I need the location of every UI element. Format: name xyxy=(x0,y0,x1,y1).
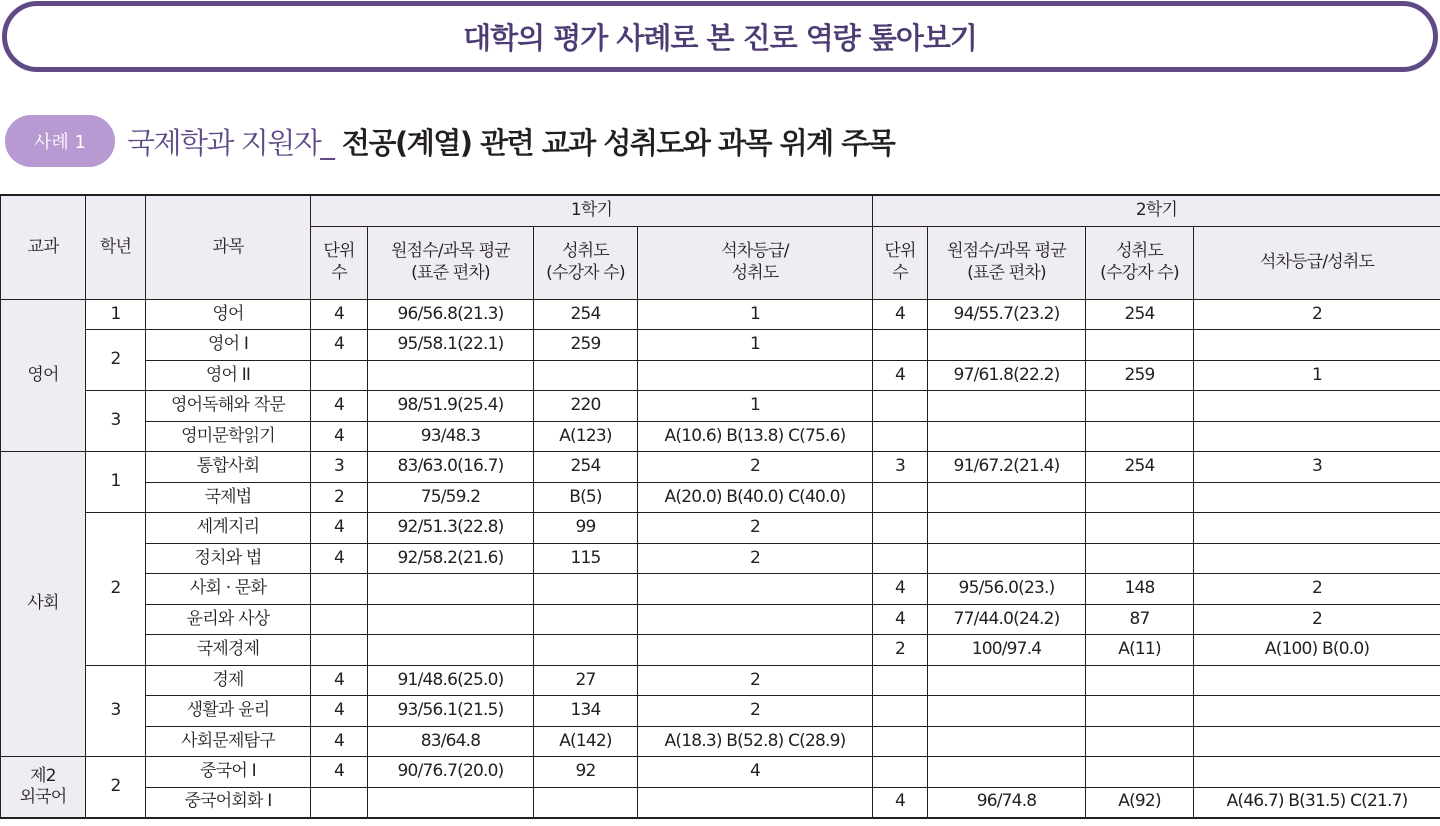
s1-raw-score-cell: 91/48.6(25.0) xyxy=(368,665,534,696)
s2-units-cell xyxy=(873,513,928,544)
s1-achievement-cell: A(142) xyxy=(534,726,638,757)
header-s1-raw-score: 원점수/과목 평균 (표준 편차) xyxy=(368,226,534,299)
s2-raw-score-cell xyxy=(928,696,1086,727)
s1-units-cell: 4 xyxy=(311,696,368,727)
s1-raw-score-cell: 96/56.8(21.3) xyxy=(368,299,534,330)
s2-raw-score-cell: 97/61.8(22.2) xyxy=(928,360,1086,391)
header-semester-2: 2학기 xyxy=(873,195,1440,226)
s1-achievement-cell xyxy=(534,787,638,818)
s1-units-cell: 4 xyxy=(311,757,368,788)
case-title xyxy=(127,121,894,162)
s1-units-cell xyxy=(311,574,368,605)
s1-rank-cell: 4 xyxy=(638,757,873,788)
s2-rank-cell xyxy=(1194,391,1440,422)
s2-rank-cell xyxy=(1194,696,1440,727)
s2-rank-cell: A(100) B(0.0) xyxy=(1194,635,1440,666)
case-title-prefix: 국제학과 지원자_ xyxy=(127,125,334,160)
s1-units-cell: 3 xyxy=(311,452,368,483)
s2-rank-cell xyxy=(1194,543,1440,574)
s1-rank-cell: A(18.3) B(52.8) C(28.9) xyxy=(638,726,873,757)
s2-units-cell xyxy=(873,696,928,727)
case-title-main: 전공(계열) 관련 교과 성취도와 과목 위계 주목 xyxy=(333,125,895,160)
s2-raw-score-cell xyxy=(928,543,1086,574)
header-s2-achievement: 성취도 (수강자 수) xyxy=(1086,226,1194,299)
s1-rank-cell: 1 xyxy=(638,299,873,330)
s1-units-cell: 2 xyxy=(311,482,368,513)
header-course: 과목 xyxy=(146,195,311,299)
grade-year-cell: 3 xyxy=(86,391,146,452)
s2-units-cell xyxy=(873,726,928,757)
table-row xyxy=(1,757,1440,788)
s2-units-cell: 2 xyxy=(873,635,928,666)
s2-units-cell xyxy=(873,482,928,513)
s1-achievement-cell: 220 xyxy=(534,391,638,422)
header-s1-achievement: 성취도 (수강자 수) xyxy=(534,226,638,299)
s1-achievement-cell xyxy=(534,360,638,391)
table-row xyxy=(1,330,1440,361)
s1-raw-score-cell xyxy=(368,787,534,818)
s2-raw-score-cell: 96/74.8 xyxy=(928,787,1086,818)
s1-rank-cell: 2 xyxy=(638,696,873,727)
s1-achievement-cell xyxy=(534,574,638,605)
s2-rank-cell xyxy=(1194,513,1440,544)
table-row xyxy=(1,391,1440,422)
course-cell: 국제경제 xyxy=(146,635,311,666)
s2-units-cell: 4 xyxy=(873,299,928,330)
header-s1-units: 단위 수 xyxy=(311,226,368,299)
s2-raw-score-cell xyxy=(928,513,1086,544)
grade-year-cell: 1 xyxy=(86,452,146,513)
course-cell: 영어 I xyxy=(146,330,311,361)
banner-title: 대학의 평가 사례로 본 진로 역량 톺아보기 xyxy=(463,21,977,55)
s2-achievement-cell: 259 xyxy=(1086,360,1194,391)
s1-raw-score-cell: 93/48.3 xyxy=(368,421,534,452)
course-cell: 윤리와 사상 xyxy=(146,604,311,635)
s2-achievement-cell: A(92) xyxy=(1086,787,1194,818)
case-badge: 사례 1 xyxy=(5,115,115,167)
s1-achievement-cell: 254 xyxy=(534,452,638,483)
s1-units-cell xyxy=(311,604,368,635)
s1-units-cell: 4 xyxy=(311,726,368,757)
course-cell: 영어독해와 작문 xyxy=(146,391,311,422)
s2-rank-cell: A(46.7) B(31.5) C(21.7) xyxy=(1194,787,1440,818)
s2-achievement-cell: 148 xyxy=(1086,574,1194,605)
grade-year-cell: 2 xyxy=(86,757,146,818)
s1-raw-score-cell: 92/58.2(21.6) xyxy=(368,543,534,574)
course-cell: 사회문제탐구 xyxy=(146,726,311,757)
s1-rank-cell: 1 xyxy=(638,391,873,422)
s1-achievement-cell: 27 xyxy=(534,665,638,696)
s2-units-cell xyxy=(873,543,928,574)
table-row xyxy=(1,635,1440,666)
s1-achievement-cell: 254 xyxy=(534,299,638,330)
s1-achievement-cell: 99 xyxy=(534,513,638,544)
s2-units-cell: 4 xyxy=(873,604,928,635)
course-cell: 영어 II xyxy=(146,360,311,391)
s2-rank-cell: 1 xyxy=(1194,360,1440,391)
s1-rank-cell: A(20.0) B(40.0) C(40.0) xyxy=(638,482,873,513)
course-cell: 세계지리 xyxy=(146,513,311,544)
s1-raw-score-cell: 98/51.9(25.4) xyxy=(368,391,534,422)
s1-raw-score-cell: 95/58.1(22.1) xyxy=(368,330,534,361)
s2-achievement-cell xyxy=(1086,513,1194,544)
s1-raw-score-cell: 83/64.8 xyxy=(368,726,534,757)
s1-rank-cell xyxy=(638,787,873,818)
s1-achievement-cell xyxy=(534,635,638,666)
course-cell: 영미문학읽기 xyxy=(146,421,311,452)
subject-group-cell: 제2 외국어 xyxy=(1,757,86,818)
s2-raw-score-cell xyxy=(928,726,1086,757)
table-row xyxy=(1,299,1440,330)
s1-units-cell: 4 xyxy=(311,391,368,422)
table-row xyxy=(1,574,1440,605)
header-s2-units: 단위 수 xyxy=(873,226,928,299)
table-row xyxy=(1,696,1440,727)
s2-achievement-cell: A(11) xyxy=(1086,635,1194,666)
s1-units-cell xyxy=(311,360,368,391)
s1-rank-cell xyxy=(638,635,873,666)
s2-raw-score-cell: 100/97.4 xyxy=(928,635,1086,666)
s1-rank-cell: 2 xyxy=(638,452,873,483)
s1-raw-score-cell: 92/51.3(22.8) xyxy=(368,513,534,544)
course-cell: 국제법 xyxy=(146,482,311,513)
s2-units-cell: 3 xyxy=(873,452,928,483)
table-row xyxy=(1,787,1440,818)
s1-units-cell: 4 xyxy=(311,330,368,361)
case-heading xyxy=(5,115,894,167)
s2-raw-score-cell: 95/56.0(23.) xyxy=(928,574,1086,605)
s2-raw-score-cell: 94/55.7(23.2) xyxy=(928,299,1086,330)
s2-achievement-cell xyxy=(1086,421,1194,452)
table-row xyxy=(1,482,1440,513)
s2-achievement-cell xyxy=(1086,665,1194,696)
s2-achievement-cell xyxy=(1086,757,1194,788)
subject-group-cell: 영어 xyxy=(1,299,86,452)
course-cell: 사회 · 문화 xyxy=(146,574,311,605)
s1-raw-score-cell: 90/76.7(20.0) xyxy=(368,757,534,788)
header-semester-1: 1학기 xyxy=(311,195,873,226)
header-s1-rank: 석차등급/ 성취도 xyxy=(638,226,873,299)
s1-rank-cell xyxy=(638,604,873,635)
header-s2-raw-score: 원점수/과목 평균 (표준 편차) xyxy=(928,226,1086,299)
s2-achievement-cell xyxy=(1086,391,1194,422)
s1-raw-score-cell xyxy=(368,360,534,391)
s2-rank-cell: 2 xyxy=(1194,299,1440,330)
s2-rank-cell: 2 xyxy=(1194,574,1440,605)
s1-units-cell xyxy=(311,787,368,818)
s2-achievement-cell xyxy=(1086,726,1194,757)
course-cell: 생활과 윤리 xyxy=(146,696,311,727)
s1-units-cell: 4 xyxy=(311,299,368,330)
s2-units-cell xyxy=(873,391,928,422)
s2-raw-score-cell: 91/67.2(21.4) xyxy=(928,452,1086,483)
s1-units-cell: 4 xyxy=(311,665,368,696)
s1-raw-score-cell: 83/63.0(16.7) xyxy=(368,452,534,483)
table-row xyxy=(1,513,1440,544)
s2-units-cell xyxy=(873,421,928,452)
s1-rank-cell: 2 xyxy=(638,665,873,696)
s2-achievement-cell xyxy=(1086,330,1194,361)
course-cell: 영어 xyxy=(146,299,311,330)
header-grade-year: 학년 xyxy=(86,195,146,299)
course-cell: 중국어회화 I xyxy=(146,787,311,818)
s1-rank-cell xyxy=(638,574,873,605)
table-row xyxy=(1,360,1440,391)
s2-rank-cell xyxy=(1194,482,1440,513)
s1-achievement-cell: B(5) xyxy=(534,482,638,513)
s2-rank-cell xyxy=(1194,421,1440,452)
s1-rank-cell: 2 xyxy=(638,513,873,544)
s2-achievement-cell xyxy=(1086,696,1194,727)
s2-achievement-cell: 254 xyxy=(1086,452,1194,483)
s1-units-cell: 4 xyxy=(311,421,368,452)
s2-raw-score-cell xyxy=(928,391,1086,422)
s1-achievement-cell: 134 xyxy=(534,696,638,727)
s1-achievement-cell xyxy=(534,604,638,635)
s1-achievement-cell: 92 xyxy=(534,757,638,788)
s2-raw-score-cell xyxy=(928,665,1086,696)
table-row xyxy=(1,452,1440,483)
s2-raw-score-cell xyxy=(928,757,1086,788)
s2-rank-cell xyxy=(1194,726,1440,757)
header-row-semesters xyxy=(1,195,1440,226)
s1-achievement-cell: 259 xyxy=(534,330,638,361)
s1-rank-cell: A(10.6) B(13.8) C(75.6) xyxy=(638,421,873,452)
page-banner xyxy=(2,1,1438,72)
s2-achievement-cell xyxy=(1086,543,1194,574)
s1-rank-cell: 1 xyxy=(638,330,873,361)
s2-rank-cell: 3 xyxy=(1194,452,1440,483)
s2-units-cell xyxy=(873,757,928,788)
s2-rank-cell xyxy=(1194,757,1440,788)
table-row xyxy=(1,726,1440,757)
s2-units-cell xyxy=(873,330,928,361)
s1-raw-score-cell: 93/56.1(21.5) xyxy=(368,696,534,727)
grade-year-cell: 3 xyxy=(86,665,146,757)
table-row xyxy=(1,665,1440,696)
course-cell: 중국어 I xyxy=(146,757,311,788)
s1-units-cell: 4 xyxy=(311,513,368,544)
grade-year-cell: 1 xyxy=(86,299,146,330)
s1-rank-cell: 2 xyxy=(638,543,873,574)
header-subject-group: 교과 xyxy=(1,195,86,299)
s1-achievement-cell: A(123) xyxy=(534,421,638,452)
s1-raw-score-cell xyxy=(368,574,534,605)
s2-units-cell xyxy=(873,665,928,696)
s2-raw-score-cell xyxy=(928,330,1086,361)
header-s2-rank: 석차등급/성취도 xyxy=(1194,226,1440,299)
s2-rank-cell: 2 xyxy=(1194,604,1440,635)
s1-achievement-cell: 115 xyxy=(534,543,638,574)
s2-units-cell: 4 xyxy=(873,574,928,605)
s2-raw-score-cell xyxy=(928,482,1086,513)
s1-rank-cell xyxy=(638,360,873,391)
grades-table xyxy=(0,194,1440,819)
s2-rank-cell xyxy=(1194,665,1440,696)
grade-year-cell: 2 xyxy=(86,513,146,666)
s2-rank-cell xyxy=(1194,330,1440,361)
course-cell: 통합사회 xyxy=(146,452,311,483)
s2-raw-score-cell xyxy=(928,421,1086,452)
course-cell: 경제 xyxy=(146,665,311,696)
s2-achievement-cell xyxy=(1086,482,1194,513)
s1-units-cell xyxy=(311,635,368,666)
course-cell: 정치와 법 xyxy=(146,543,311,574)
s2-units-cell: 4 xyxy=(873,360,928,391)
s2-achievement-cell: 87 xyxy=(1086,604,1194,635)
table-row xyxy=(1,604,1440,635)
s2-achievement-cell: 254 xyxy=(1086,299,1194,330)
s1-raw-score-cell xyxy=(368,604,534,635)
grade-year-cell: 2 xyxy=(86,330,146,391)
s1-units-cell: 4 xyxy=(311,543,368,574)
s1-raw-score-cell xyxy=(368,635,534,666)
table-row xyxy=(1,421,1440,452)
s1-raw-score-cell: 75/59.2 xyxy=(368,482,534,513)
table-row xyxy=(1,543,1440,574)
grades-body xyxy=(1,299,1440,818)
subject-group-cell: 사회 xyxy=(1,452,86,757)
s2-units-cell: 4 xyxy=(873,787,928,818)
s2-raw-score-cell: 77/44.0(24.2) xyxy=(928,604,1086,635)
